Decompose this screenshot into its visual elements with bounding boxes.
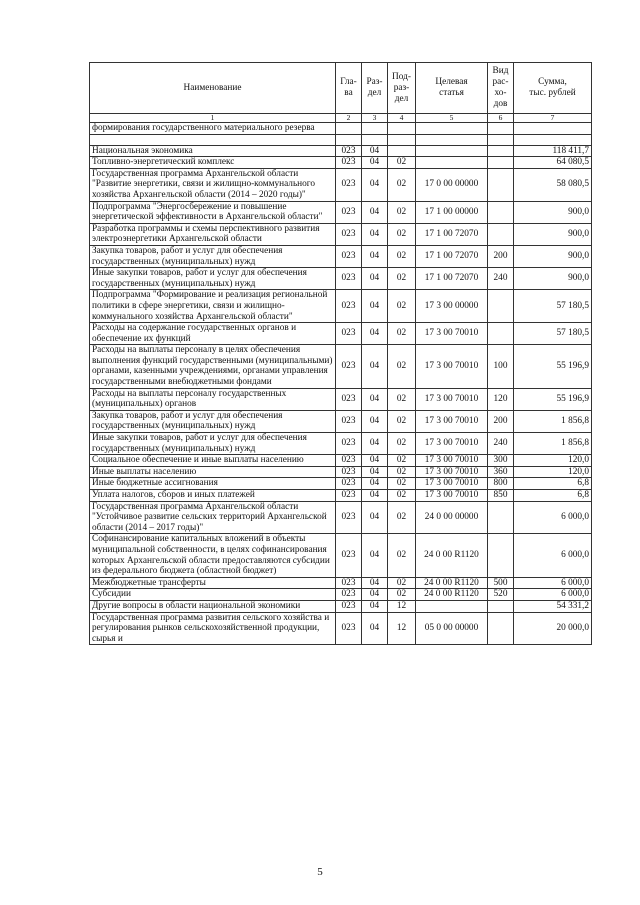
row-razdel: 04 <box>362 345 388 388</box>
header-vid: Вид рас- хо- дов <box>488 63 514 114</box>
column-number: 5 <box>416 114 488 123</box>
row-summa: 120,0 <box>514 466 592 478</box>
row-vid <box>488 168 514 201</box>
table-row <box>90 600 592 612</box>
table-row <box>90 157 592 169</box>
table-row <box>90 123 592 135</box>
row-celevaya: 17 1 00 00000 <box>416 201 488 223</box>
row-summa: 118 411,7 <box>514 145 592 157</box>
row-razdel <box>362 134 388 145</box>
row-glava <box>336 134 362 145</box>
row-name: Закупка товаров, работ и услуг для обеспечения государственных (муниципальных) нужд <box>90 410 336 432</box>
row-vid: 240 <box>488 268 514 290</box>
row-vid <box>488 157 514 169</box>
table-row <box>90 134 592 145</box>
row-summa: 6 000,0 <box>514 589 592 601</box>
row-summa: 20 000,0 <box>514 612 592 645</box>
row-podrazdel: 02 <box>388 534 416 577</box>
row-vid: 500 <box>488 577 514 589</box>
row-summa: 6 000,0 <box>514 501 592 534</box>
column-number: 4 <box>388 114 416 123</box>
row-vid <box>488 123 514 135</box>
column-number: 1 <box>90 114 336 123</box>
row-razdel: 04 <box>362 490 388 502</box>
row-razdel: 04 <box>362 589 388 601</box>
row-podrazdel: 02 <box>388 157 416 169</box>
column-number: 7 <box>514 114 592 123</box>
row-celevaya: 17 3 00 70010 <box>416 410 488 432</box>
row-celevaya <box>416 600 488 612</box>
row-name: Софинансирование капитальных вложений в объекты муниципальной собственности, в целях софинансирования которых Архангельской области предоставляются субсидии из федерального бюджета (областной бюджет) <box>90 534 336 577</box>
row-razdel: 04 <box>362 157 388 169</box>
row-celevaya: 24 0 00 00000 <box>416 501 488 534</box>
row-name: Межбюджетные трансферты <box>90 577 336 589</box>
row-razdel: 04 <box>362 455 388 467</box>
column-number: 2 <box>336 114 362 123</box>
table-row <box>90 145 592 157</box>
row-name: Субсидии <box>90 589 336 601</box>
table-row <box>90 268 592 290</box>
table-row <box>90 345 592 388</box>
row-summa: 64 080,5 <box>514 157 592 169</box>
row-name: Иные закупки товаров, работ и услуг для обеспечения государственных (муниципальных) нужд <box>90 268 336 290</box>
header-summa: Сумма, тыс. рублей <box>514 63 592 114</box>
row-glava: 023 <box>336 433 362 455</box>
row-podrazdel <box>388 123 416 135</box>
row-podrazdel: 12 <box>388 612 416 645</box>
row-glava: 023 <box>336 490 362 502</box>
row-name: Закупка товаров, работ и услуг для обеспечения государственных (муниципальных) нужд <box>90 245 336 267</box>
row-razdel: 04 <box>362 466 388 478</box>
budget-table <box>89 62 592 645</box>
row-name: Уплата налогов, сборов и иных платежей <box>90 490 336 502</box>
row-razdel: 04 <box>362 323 388 345</box>
row-summa: 58 080,5 <box>514 168 592 201</box>
row-celevaya <box>416 145 488 157</box>
row-name: Иные выплаты населению <box>90 466 336 478</box>
table-row <box>90 433 592 455</box>
row-name: Разработка программы и схемы перспективного развития электроэнергетики Архангельской области <box>90 223 336 245</box>
row-glava: 023 <box>336 323 362 345</box>
page-number: 5 <box>317 866 323 878</box>
row-celevaya: 24 0 00 R1120 <box>416 589 488 601</box>
header-celevaya: Целевая статья <box>416 63 488 114</box>
row-razdel: 04 <box>362 388 388 410</box>
row-vid: 200 <box>488 245 514 267</box>
row-razdel: 04 <box>362 433 388 455</box>
row-podrazdel: 02 <box>388 455 416 467</box>
row-name: Иные закупки товаров, работ и услуг для обеспечения государственных (муниципальных) нужд <box>90 433 336 455</box>
row-celevaya: 17 3 00 70010 <box>416 478 488 490</box>
table-row <box>90 589 592 601</box>
column-number-row <box>90 114 592 123</box>
row-name: Государственная программа развития сельского хозяйства и регулирования рынков сельскохозяйственной продукции, сырья и <box>90 612 336 645</box>
table-row <box>90 478 592 490</box>
row-vid: 360 <box>488 466 514 478</box>
row-glava: 023 <box>336 478 362 490</box>
row-razdel: 04 <box>362 268 388 290</box>
row-summa <box>514 134 592 145</box>
row-glava: 023 <box>336 201 362 223</box>
row-glava: 023 <box>336 168 362 201</box>
header-podrazdel: Под- раз- дел <box>388 63 416 114</box>
table-row <box>90 466 592 478</box>
row-summa: 54 331,2 <box>514 600 592 612</box>
row-celevaya <box>416 134 488 145</box>
row-razdel: 04 <box>362 145 388 157</box>
row-vid <box>488 600 514 612</box>
row-summa: 900,0 <box>514 223 592 245</box>
row-summa: 57 180,5 <box>514 323 592 345</box>
table-row <box>90 490 592 502</box>
row-razdel: 04 <box>362 478 388 490</box>
row-name: Подпрограмма "Формирование и реализация региональной политики в сфере энергетики, связи и жилищно-коммунального хозяйства Архангельской области" <box>90 290 336 323</box>
row-summa: 900,0 <box>514 268 592 290</box>
row-vid: 800 <box>488 478 514 490</box>
row-vid: 100 <box>488 345 514 388</box>
table-row <box>90 577 592 589</box>
row-name: Государственная программа Архангельской области "Развитие энергетики, связи и жилищно-коммунального хозяйства Архангельской области (2014 – 2020 годы)" <box>90 168 336 201</box>
row-celevaya: 05 0 00 00000 <box>416 612 488 645</box>
row-vid: 850 <box>488 490 514 502</box>
table-row <box>90 455 592 467</box>
row-celevaya: 17 3 00 70010 <box>416 490 488 502</box>
row-podrazdel: 02 <box>388 268 416 290</box>
row-summa: 57 180,5 <box>514 290 592 323</box>
column-number: 6 <box>488 114 514 123</box>
row-vid: 300 <box>488 455 514 467</box>
row-celevaya <box>416 157 488 169</box>
row-vid: 200 <box>488 410 514 432</box>
row-name: Расходы на содержание государственных органов и обеспечение их функций <box>90 323 336 345</box>
row-razdel: 04 <box>362 201 388 223</box>
row-celevaya: 17 3 00 70010 <box>416 388 488 410</box>
row-name: Социальное обеспечение и иные выплаты населению <box>90 455 336 467</box>
row-celevaya: 17 3 00 70010 <box>416 433 488 455</box>
table-row <box>90 612 592 645</box>
row-razdel: 04 <box>362 600 388 612</box>
header-glava: Гла- ва <box>336 63 362 114</box>
row-summa: 55 196,9 <box>514 345 592 388</box>
row-podrazdel: 02 <box>388 410 416 432</box>
row-razdel: 04 <box>362 290 388 323</box>
row-celevaya: 24 0 00 R1120 <box>416 534 488 577</box>
row-podrazdel: 02 <box>388 201 416 223</box>
row-summa <box>514 123 592 135</box>
row-celevaya: 17 1 00 72070 <box>416 223 488 245</box>
row-vid: 520 <box>488 589 514 601</box>
row-razdel <box>362 123 388 135</box>
table-row <box>90 323 592 345</box>
row-glava: 023 <box>336 534 362 577</box>
row-summa: 1 856,8 <box>514 433 592 455</box>
row-glava: 023 <box>336 388 362 410</box>
row-name: Расходы на выплаты персоналу государственных (муниципальных) органов <box>90 388 336 410</box>
row-celevaya: 17 1 00 72070 <box>416 245 488 267</box>
row-name: Другие вопросы в области национальной экономики <box>90 600 336 612</box>
row-name: Подпрограмма "Энергосбережение и повышение энергетической эффективности в Архангельской области" <box>90 201 336 223</box>
row-summa: 900,0 <box>514 201 592 223</box>
row-summa: 6 000,0 <box>514 577 592 589</box>
row-name: Расходы на выплаты персоналу в целях обеспечения выполнения функций государственными (муниципальными) органами, казенными учреждениями, органами управления государственными внебюджетными фондами <box>90 345 336 388</box>
row-summa: 55 196,9 <box>514 388 592 410</box>
row-summa: 6 000,0 <box>514 534 592 577</box>
row-name: Государственная программа Архангельской области "Устойчивое развитие сельских территорий Архангельской области (2014 – 2017 годы)" <box>90 501 336 534</box>
row-celevaya: 17 0 00 00000 <box>416 168 488 201</box>
row-glava: 023 <box>336 268 362 290</box>
table-row <box>90 168 592 201</box>
row-glava: 023 <box>336 455 362 467</box>
table-body <box>90 123 592 645</box>
row-celevaya: 17 3 00 70010 <box>416 466 488 478</box>
row-podrazdel: 02 <box>388 290 416 323</box>
row-summa: 1 856,8 <box>514 410 592 432</box>
row-glava: 023 <box>336 466 362 478</box>
row-podrazdel: 02 <box>388 433 416 455</box>
row-celevaya: 17 3 00 70010 <box>416 323 488 345</box>
row-podrazdel <box>388 134 416 145</box>
header-name: Наименование <box>90 63 336 114</box>
table-row <box>90 501 592 534</box>
row-podrazdel: 02 <box>388 490 416 502</box>
table-row <box>90 410 592 432</box>
table-row <box>90 245 592 267</box>
row-name: формирования государственного материального резерва <box>90 123 336 135</box>
row-summa: 900,0 <box>514 245 592 267</box>
row-vid <box>488 201 514 223</box>
row-podrazdel: 02 <box>388 223 416 245</box>
row-podrazdel: 02 <box>388 589 416 601</box>
row-glava: 023 <box>336 245 362 267</box>
row-glava <box>336 123 362 135</box>
row-vid <box>488 145 514 157</box>
row-glava: 023 <box>336 345 362 388</box>
row-razdel: 04 <box>362 612 388 645</box>
row-glava: 023 <box>336 410 362 432</box>
row-celevaya: 17 3 00 00000 <box>416 290 488 323</box>
row-glava: 023 <box>336 577 362 589</box>
row-razdel: 04 <box>362 245 388 267</box>
row-podrazdel: 02 <box>388 501 416 534</box>
row-name <box>90 134 336 145</box>
row-name: Национальная экономика <box>90 145 336 157</box>
row-vid <box>488 534 514 577</box>
row-razdel: 04 <box>362 223 388 245</box>
row-celevaya: 17 3 00 70010 <box>416 345 488 388</box>
row-razdel: 04 <box>362 410 388 432</box>
row-vid <box>488 501 514 534</box>
table-row <box>90 388 592 410</box>
row-glava: 023 <box>336 501 362 534</box>
row-razdel: 04 <box>362 168 388 201</box>
table-row <box>90 201 592 223</box>
row-glava: 023 <box>336 600 362 612</box>
row-glava: 023 <box>336 145 362 157</box>
row-celevaya: 17 3 00 70010 <box>416 455 488 467</box>
row-vid: 120 <box>488 388 514 410</box>
row-podrazdel: 02 <box>388 245 416 267</box>
row-vid <box>488 134 514 145</box>
row-vid <box>488 223 514 245</box>
table-row <box>90 290 592 323</box>
row-podrazdel: 02 <box>388 478 416 490</box>
row-celevaya: 24 0 00 R1120 <box>416 577 488 589</box>
row-vid <box>488 290 514 323</box>
row-podrazdel: 02 <box>388 323 416 345</box>
table-row <box>90 223 592 245</box>
row-podrazdel: 12 <box>388 600 416 612</box>
row-podrazdel: 02 <box>388 577 416 589</box>
row-name: Иные бюджетные ассигнования <box>90 478 336 490</box>
row-summa: 6,8 <box>514 490 592 502</box>
row-podrazdel <box>388 145 416 157</box>
row-celevaya <box>416 123 488 135</box>
column-number: 3 <box>362 114 388 123</box>
row-razdel: 04 <box>362 501 388 534</box>
row-glava: 023 <box>336 612 362 645</box>
row-summa: 120,0 <box>514 455 592 467</box>
row-podrazdel: 02 <box>388 466 416 478</box>
row-glava: 023 <box>336 290 362 323</box>
row-name: Топливно-энергетический комплекс <box>90 157 336 169</box>
row-podrazdel: 02 <box>388 388 416 410</box>
row-razdel: 04 <box>362 534 388 577</box>
row-vid <box>488 323 514 345</box>
row-celevaya: 17 1 00 72070 <box>416 268 488 290</box>
row-vid <box>488 612 514 645</box>
row-glava: 023 <box>336 223 362 245</box>
header-row <box>90 63 592 114</box>
row-podrazdel: 02 <box>388 345 416 388</box>
row-razdel: 04 <box>362 577 388 589</box>
header-razdel: Раз- дел <box>362 63 388 114</box>
row-podrazdel: 02 <box>388 168 416 201</box>
row-glava: 023 <box>336 157 362 169</box>
table-row <box>90 534 592 577</box>
row-glava: 023 <box>336 589 362 601</box>
row-vid: 240 <box>488 433 514 455</box>
row-summa: 6,8 <box>514 478 592 490</box>
